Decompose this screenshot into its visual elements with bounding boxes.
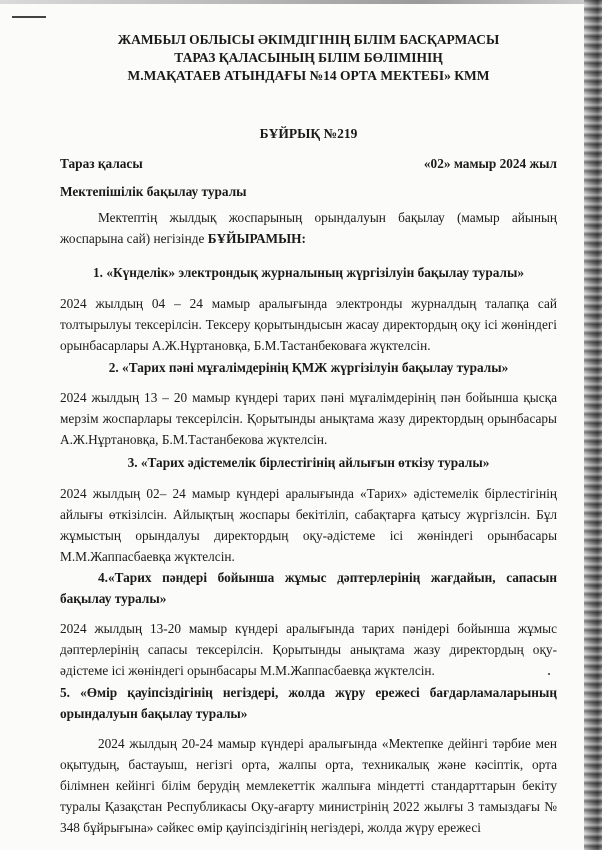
subject: Мектепішілік бақылау туралы [60, 184, 247, 199]
section-1-body: 2024 жылдың 04 – 24 мамыр аралығында электронды журналдың талапқа сай толтырылуы тексерілсін. Тексеру қорытындысын жасау директордың оқу ісі жөніндегі орынбасарлары А.Ж.Нұртановқа, Б.М.Тастанбековаға жүктелсін. [60, 296, 557, 353]
scan-top-edge [0, 0, 602, 4]
date: «02» мамыр 2024 жыл [423, 156, 557, 171]
header-line-2: ТАРАЗ ҚАЛАСЫНЫҢ БІЛІМ БӨЛІМІНІҢ [174, 50, 443, 65]
section-1-heading: 1. «Күнделік» электрондық журналының жүргізілуін бақылау туралы» [93, 265, 524, 280]
preamble-bold: БҰЙЫРАМЫН: [207, 231, 306, 246]
preamble [60, 207, 557, 249]
scan-mark [12, 16, 46, 18]
section-4-body: 2024 жылдың 13-20 мамыр күндері аралығында тарих пәнідері бойынша жұмыс дәптерлерінің сапасы тексерілсін. Қорытынды анықтама жазу директордың оқу-әдістеме ісі жөніндегі орынбасары М.М.Жаппасбаевқа жүктелсін. [60, 621, 557, 678]
section-3-heading: 3. «Тарих әдістемелік бірлестігінің айлығын өткізу туралы» [127, 455, 490, 470]
section-5-body: 2024 жылдың 20-24 мамыр күндері аралығында «Мектепке дейінгі тәрбие мен оқытудың, бастауыш, негізгі орта, жалпы орта, техникалық және кәсіптік, орта білімнен кейінгі білім берудің мемлекеттік жалпыға міндетті стандарттарын бекіту туралы Қазақстан Республикасы Оқу-ағарту министрінің 2022 жылғы 3 тамыздағы № 348 бұйрығына» сәйкес өмір қауіпсіздігінің негіздері, жолда жүру ережесі [60, 736, 557, 835]
section-4-heading: 4.«Тарих пәндері бойынша жұмыс дәптерлерінің жағдайын, сапасын бақылау туралы» [60, 570, 557, 606]
preamble-text: Мектептің жылдық жоспарының орындалуын бақылау (мамыр айының жоспарына сай) негізінде [60, 210, 557, 246]
scan-right-edge [584, 0, 602, 850]
place: Тараз қаласы [60, 156, 143, 171]
header-line-1: ЖАМБЫЛ ОБЛЫСЫ ӘКІМДІГІНІҢ БІЛІМ БАСҚАРМАСЫ [117, 32, 500, 47]
section-5-heading: 5. «Өмір қауіпсіздігінің негіздері, жолда жүру ережесі бағдарламаларының орындалуын бақылау туралы» [60, 685, 557, 721]
section-2-body: 2024 жылдың 13 – 20 мамыр күндері тарих пәні мұғалімдерінің пән бойынша қысқа мерзім жоспарлары тексерілсін. Қорытынды анықтама жазу директордың орынбасары А.Ж.Нұртановқа, Б.М.Тастанбекова жүктелсін. [60, 390, 557, 447]
order-title: БҰЙРЫҚ №219 [259, 126, 358, 141]
section-3-body: 2024 жылдың 02– 24 мамыр күндері аралығында «Тарих» әдістемелік бірлестігінің айлығы өткізілсін. Айлықтың жоспары бекітіліп, сабақтарға қатысу жүргізлсін. Бұл жұмыстың орындалуы директордың оқу-әдістеме ісі жөніндегі орынбасары М.М.Жаппасбаевқа жүктелсін. [60, 486, 557, 564]
section-2-heading: 2. «Тарих пәні мұғалімдерінің ҚМЖ жүргізілуін бақылау туралы» [108, 360, 509, 375]
header-line-3: М.МАҚАТАЕВ АТЫНДАҒЫ №14 ОРТА МЕКТЕБІ» КММ [127, 68, 490, 83]
